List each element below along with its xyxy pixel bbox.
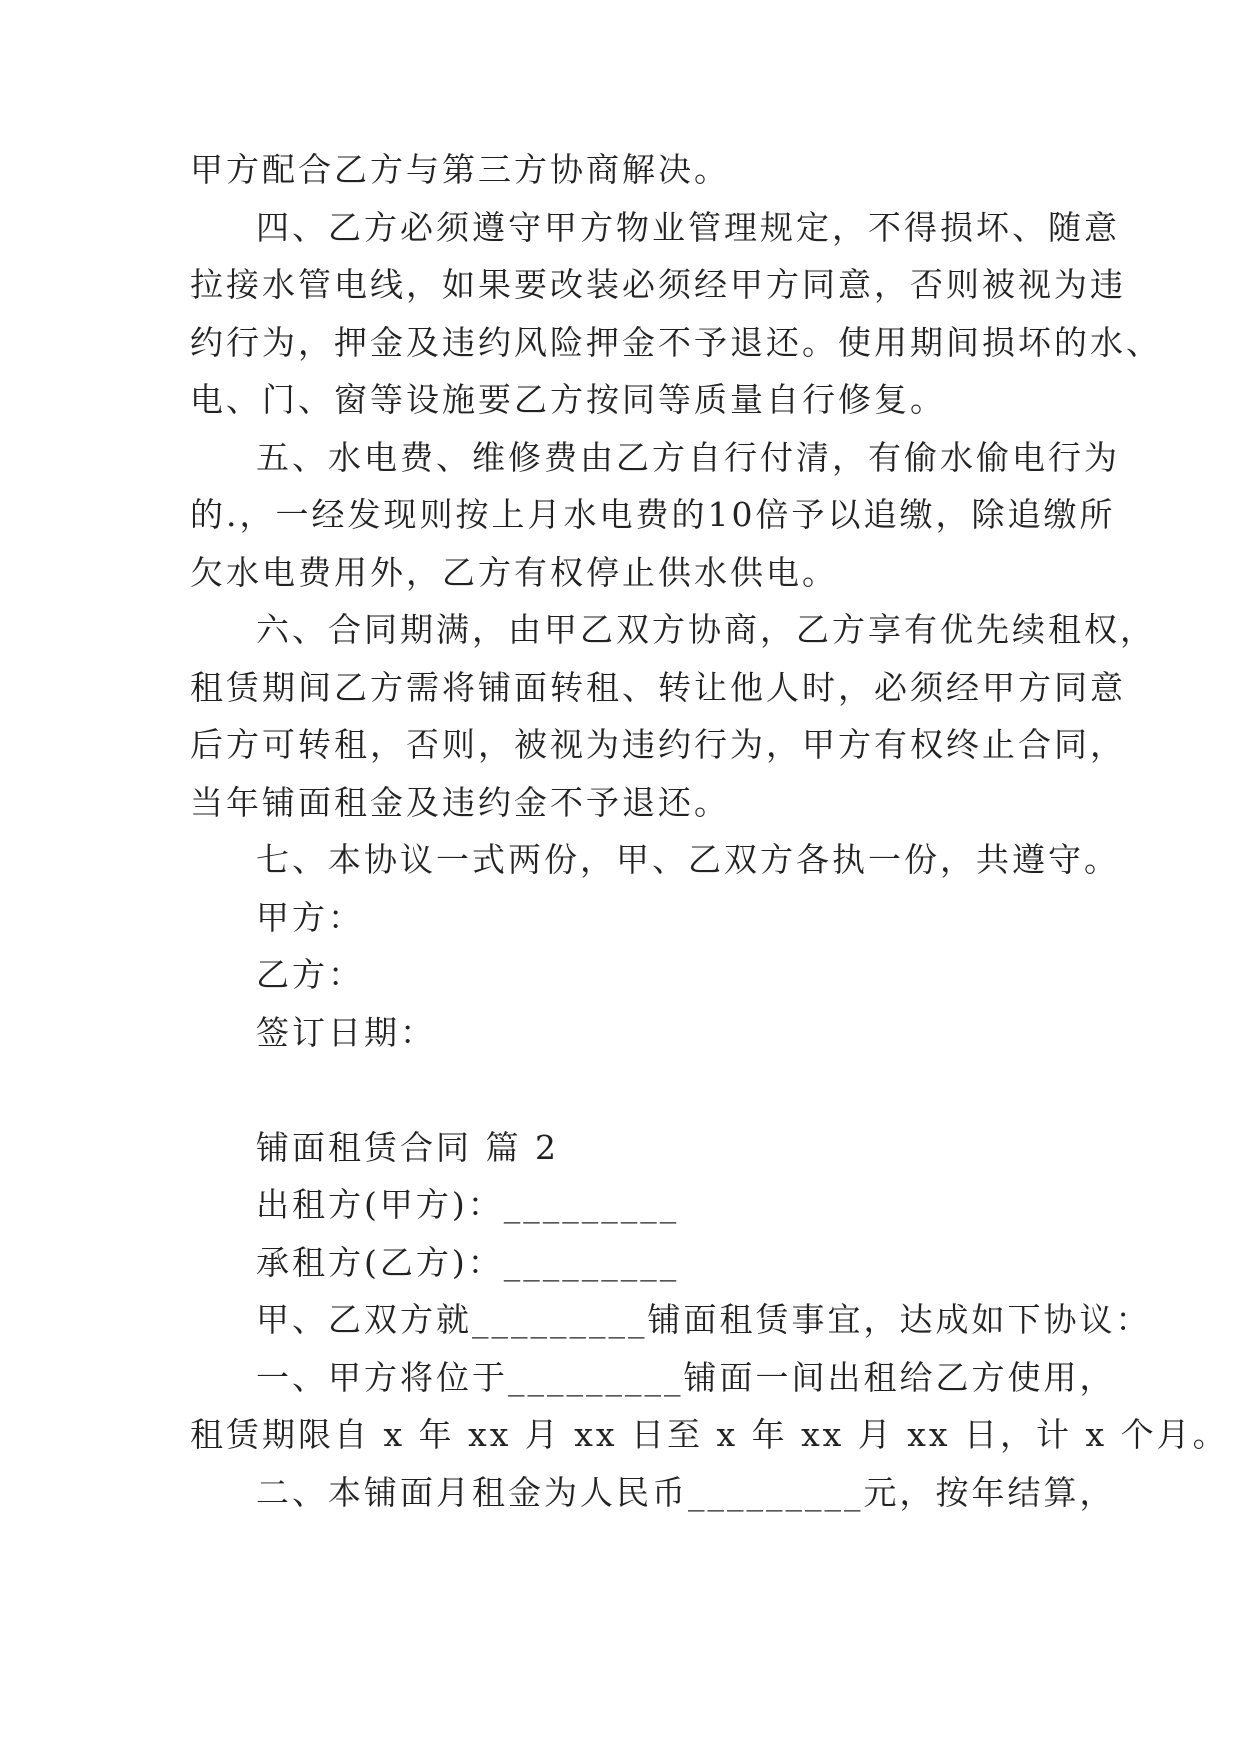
clause-7-line: 七、本协议一式两份，甲、乙双方各执一份，共遵守。 bbox=[256, 840, 1120, 879]
party-a-signature-label: 甲方： bbox=[256, 898, 364, 937]
clause-2-line: 二、本铺面月租金为人民币_________元，按年结算， bbox=[256, 1473, 1116, 1512]
signing-date-label: 签订日期： bbox=[256, 1013, 436, 1052]
clause-6-line: 六、合同期满，由甲乙双方协商，乙方享有优先续租权， bbox=[256, 610, 1156, 649]
clause-5-line: 五、水电费、维修费由乙方自行付清，有偷水偷电行为 bbox=[256, 438, 1120, 477]
paragraph-line: 当年铺面租金及违约金不予退还。 bbox=[190, 783, 730, 822]
contract-title: 铺面租赁合同 篇 2 bbox=[256, 1128, 559, 1167]
paragraph-line: 欠水电费用外，乙方有权停止供水供电。 bbox=[190, 553, 838, 592]
clause-1-line: 一、甲方将位于_________铺面一间出租给乙方使用， bbox=[256, 1358, 1116, 1397]
lessee-field: 承租方(乙方)：_________ bbox=[256, 1243, 680, 1282]
paragraph-line: 电、门、窗等设施要乙方按同等质量自行修复。 bbox=[190, 380, 946, 419]
agreement-intro: 甲、乙双方就_________铺面租赁事宜，达成如下协议： bbox=[256, 1300, 1152, 1339]
paragraph-line: 的.，一经发现则按上月水电费的10倍予以追缴，除追缴所 bbox=[190, 495, 1116, 534]
party-b-signature-label: 乙方： bbox=[256, 955, 364, 994]
paragraph-line: 约行为，押金及违约风险押金不予退还。使用期间损坏的水、 bbox=[190, 323, 1162, 362]
paragraph-line: 拉接水管电线，如果要改装必须经甲方同意，否则被视为违 bbox=[190, 265, 1126, 304]
lessor-field: 出租方(甲方)：_________ bbox=[256, 1185, 680, 1224]
clause-4-line: 四、乙方必须遵守甲方物业管理规定，不得损坏、随意 bbox=[256, 208, 1120, 247]
paragraph-line: 租赁期间乙方需将铺面转租、转让他人时，必须经甲方同意 bbox=[190, 668, 1126, 707]
paragraph-line: 租赁期限自 x 年 xx 月 xx 日至 x 年 xx 月 xx 日，计 x 个月。 bbox=[190, 1415, 1229, 1454]
paragraph-line: 甲方配合乙方与第三方协商解决。 bbox=[190, 150, 730, 189]
paragraph-line: 后方可转租，否则，被视为违约行为，甲方有权终止合同， bbox=[190, 725, 1126, 764]
